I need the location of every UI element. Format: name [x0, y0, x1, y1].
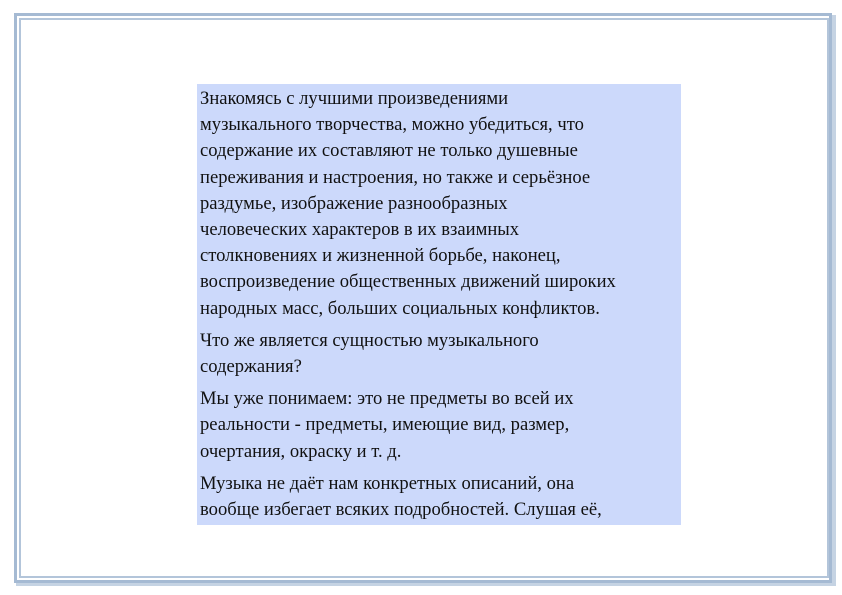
text-line: реальности - предметы, имеющие вид, размер, — [200, 414, 570, 436]
text-line: музыкального творчества, можно убедиться, что — [200, 114, 584, 136]
text-box — [197, 84, 681, 525]
text-line: Музыка не даёт нам конкретных описаний, она — [200, 472, 575, 494]
paragraph-4 — [200, 471, 679, 523]
text-line: воспроизведение общественных движений широких — [200, 271, 616, 293]
text-line: Что же является сущностью музыкального — [200, 329, 539, 351]
text-line: содержание их составляют не только душевные — [200, 140, 578, 162]
text-line: народных масс, больших социальных конфликтов. — [200, 297, 600, 319]
paragraph-3 — [200, 386, 679, 465]
text-line: переживания и настроения, но также и серьёзное — [200, 166, 591, 188]
frame-shadow-bottom — [16, 583, 836, 586]
text-line: раздумье, изображение разнообразных — [200, 192, 508, 214]
text-line: очертания, окраску и т. д. — [200, 440, 402, 462]
text-line: вообще избегает всяких подробностей. Слушая её, — [200, 499, 602, 521]
text-line: содержания? — [200, 356, 302, 378]
paragraph-1 — [200, 86, 679, 322]
text-line: Мы уже понимаем: это не предметы во всей их — [200, 388, 574, 410]
text-line: столкновениях и жизненной борьбе, наконец, — [200, 245, 561, 267]
frame-shadow-right — [832, 15, 836, 585]
paragraph-2 — [200, 328, 679, 380]
text-line: Знакомясь с лучшими произведениями — [200, 88, 509, 109]
text-line: человеческих характеров в их взаимных — [200, 219, 520, 241]
